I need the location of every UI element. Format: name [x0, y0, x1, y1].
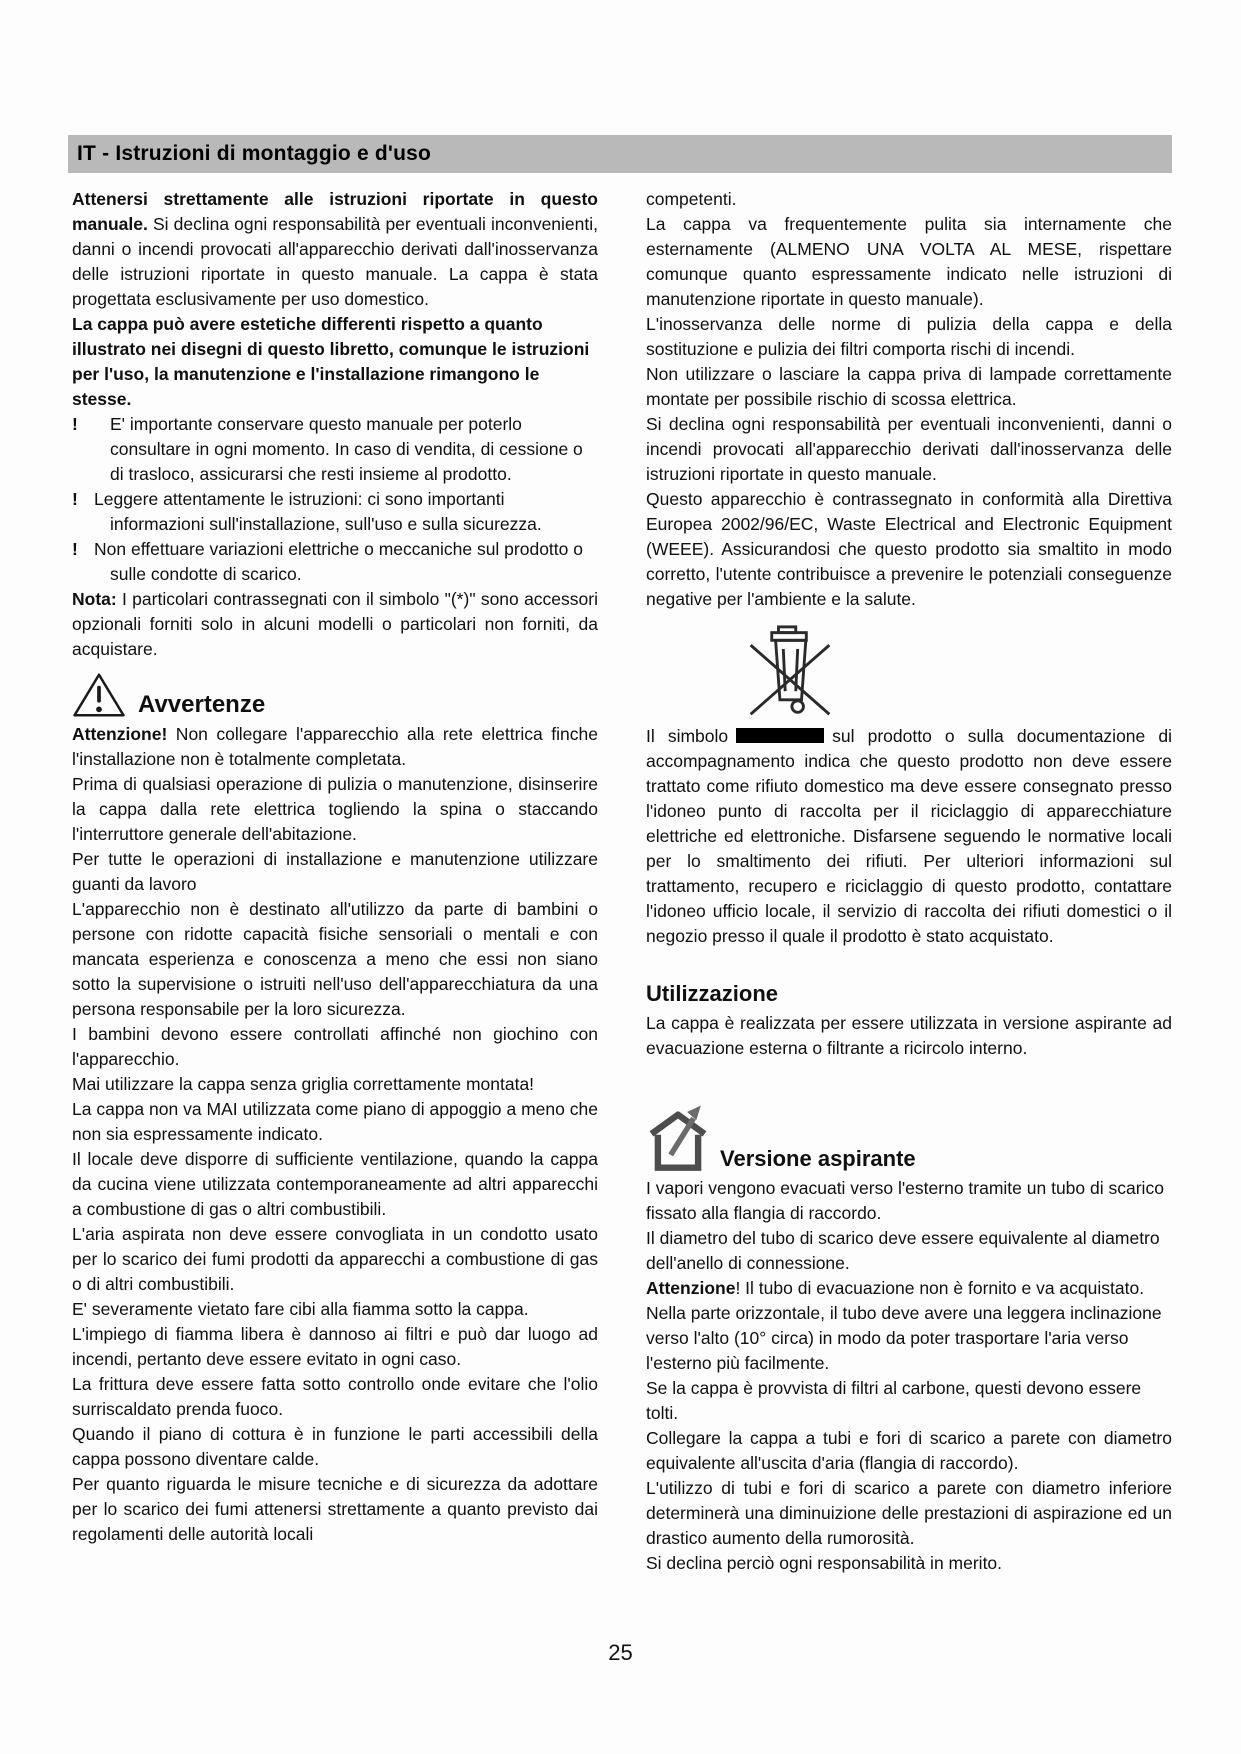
section-header-bar: [68, 135, 1172, 173]
right-column: [646, 187, 1172, 1576]
bullet-item: [72, 537, 598, 587]
bullet-text: E' importante conservare questo manuale per poterlo consultare in ogni momento. In caso di vendita, di cessione o di trasloco, assicurarsi che resti insieme al prodotto.: [110, 414, 583, 484]
page-title: IT - Istruzioni di montaggio e d'uso: [77, 142, 432, 165]
paragraph-intro: [72, 187, 598, 312]
paragraph: I bambini devono essere controllati affinché non giochino con l'apparecchio.: [72, 1024, 598, 1069]
paragraph-utilizzazione: La cappa è realizzata per essere utilizzata in versione aspirante ad evacuazione esterna o filtrante a ricircolo interno.: [646, 1013, 1172, 1058]
black-bar-symbol-icon: [736, 728, 824, 743]
paragraph: Il locale deve disporre di sufficiente ventilazione, quando la cappa da cucina viene utilizzata contemporaneamente ad altri apparecchi a combustione di gas o altri combustibili.: [72, 1149, 598, 1219]
paragraph: Questo apparecchio è contrassegnato in conformità alla Direttiva Europea 2002/96/EC, Waste Electrical and Electronic Equipment (WEEE). Assicurandosi che questo prodotto sia smaltito in modo corretto, l'utente contribuisce a prevenire le potenziali conseguenze negative per l'ambiente e la salute.: [646, 489, 1172, 609]
paragraph: Se la cappa è provvista di filtri al carbone, questi devono essere tolti.: [646, 1378, 1142, 1423]
intro-bold-lead: Attenersi strettamente alle istruzioni riportate in questo manuale.: [72, 189, 598, 234]
paragraph: competenti.: [646, 189, 737, 209]
paragraph: Collegare la cappa a tubi e fori di scarico a parete con diametro equivalente all'uscita d'aria (flangia di raccordo).: [646, 1428, 1172, 1473]
versione-aspirante-heading: Versione aspirante: [720, 1146, 916, 1171]
paragraph: La cappa non va MAI utilizzata come piano di appoggio a meno che non sia espressamente indicato.: [72, 1099, 598, 1144]
bullet-item: [72, 487, 598, 537]
paragraph: L'inosservanza delle norme di pulizia della cappa e della sostituzione e pulizia dei filtri comporta rischi di incendi.: [646, 314, 1172, 359]
paragraph: L'apparecchio non è destinato all'utilizzo da parte di bambini o persone con ridotte capacità fisiche sensoriali o mentali e con mancata esperienza e conoscenza a meno che essi non siano sotto la supervisione o istruiti nell'uso dell'apparecchiatura da una persona responsabile per la loro sicurezza.: [72, 899, 598, 1019]
paragraph-nota: [72, 587, 598, 662]
warning-triangle-icon: [72, 671, 126, 719]
bullet-marker: !: [72, 489, 78, 509]
intro-text: Si declina ogni responsabilità per eventuali inconvenienti, danni o incendi provocati all'apparecchio derivati dall'inosservanza delle istruzioni riportate in questo manuale. La cappa è stata progettata esclusivamente per uso domestico.: [72, 214, 598, 309]
paragraph: [646, 1276, 1172, 1301]
house-exhaust-arrow-icon: [646, 1103, 710, 1173]
paragraph: L'aria aspirata non deve essere convogliata in un condotto usato per lo scarico dei fumi prodotti da apparecchi a combustione di gas o di altri combustibili.: [72, 1224, 598, 1294]
paragraph-text: ! Il tubo di evacuazione non è fornito e va acquistato.: [735, 1278, 1145, 1298]
paragraph: Quando il piano di cottura è in funzione le parti accessibili della cappa possono diventare calde.: [72, 1424, 598, 1469]
paragraph: Per tutte le operazioni di installazione e manutenzione utilizzare guanti da lavoro: [72, 849, 598, 894]
paragraph-aesthetics: La cappa può avere estetiche differenti rispetto a quanto illustrato nei disegni di questo libretto, comunque le istruzioni per l'uso, la manutenzione e l'installazione rimangono le stesse.: [72, 314, 590, 409]
paragraph: La frittura deve essere fatta sotto controllo onde evitare che l'olio surriscaldato prenda fuoco.: [72, 1374, 598, 1419]
paragraph: Il diametro del tubo di scarico deve essere equivalente al diametro dell'anello di connessione.: [646, 1228, 1160, 1273]
paragraph: Per quanto riguarda le misure tecniche e di sicurezza da adottare per lo scarico dei fumi attenersi strettamente a quanto previsto dai regolamenti delle autorità locali: [72, 1474, 598, 1544]
paragraph: Si declina perciò ogni responsabilità in merito.: [646, 1553, 1003, 1573]
page-number: 25: [608, 1640, 633, 1665]
paragraph: I vapori vengono evacuati verso l'esterno tramite un tubo di scarico fissato alla flangia di raccordo.: [646, 1178, 1164, 1223]
paragraph: [72, 722, 598, 772]
paragraph: Prima di qualsiasi operazione di pulizia o manutenzione, disinserire la cappa dalla rete elettrica togliendo la spina o staccando l'interruttore generale dell'abitazione.: [72, 774, 598, 844]
bullet-item: [72, 412, 598, 487]
bullet-text: Non effettuare variazioni elettriche o meccaniche sul prodotto o sulle condotte di scarico.: [94, 539, 583, 584]
attention-bold-lead: Attenzione!: [72, 724, 168, 744]
paragraph: Non utilizzare o lasciare la cappa priva di lampade correttamente montate per possibile rischio di scossa elettrica.: [646, 364, 1172, 409]
attention-bold-lead: Attenzione: [646, 1278, 736, 1298]
paragraph: E' severamente vietato fare cibi alla fiamma sotto la cappa.: [72, 1299, 529, 1319]
paragraph-symbol: [646, 724, 1172, 949]
nota-bold-lead: Nota:: [72, 589, 117, 609]
weee-icon-block: [746, 624, 1172, 720]
weee-crossed-bin-icon: [746, 624, 834, 720]
symbol-text-before: Il simbolo: [646, 726, 729, 746]
paragraph-text: Non collegare l'apparecchio alla rete elettrica finche l'installazione non è totalmente completata.: [72, 724, 598, 769]
warnings-heading: Avvertenze: [138, 691, 266, 718]
paragraph: La cappa va frequentemente pulita sia internamente che esternamente (ALMENO UNA VOLTA AL MESE, rispettare comunque quanto espressamente indicato nelle istruzioni di manutenzione riportate in questo manuale).: [646, 214, 1172, 309]
nota-text: I particolari contrassegnati con il simbolo "(*)" sono accessori opzionali forniti solo in alcuni modelli o particolari non forniti, da acquistare.: [72, 589, 598, 659]
paragraph: Si declina ogni responsabilità per eventuali inconvenienti, danni o incendi provocati all'apparecchio derivati dall'inosservanza delle istruzioni riportate in questo manuale.: [646, 414, 1172, 484]
paragraph: L'impiego di fiamma libera è dannoso ai filtri e può dar luogo ad incendi, pertanto deve essere evitato in ogni caso.: [72, 1324, 598, 1369]
utilizzazione-heading: Utilizzazione: [646, 981, 779, 1006]
bullet-marker: !: [72, 414, 78, 434]
paragraph: L'utilizzo di tubi e fori di scarico a parete con diametro inferiore determinerà una diminuizione delle prestazioni di aspirazione ed un drastico aumento della rumorosità.: [646, 1478, 1172, 1548]
left-column: [72, 187, 598, 1547]
paragraph: Nella parte orizzontale, il tubo deve avere una leggera inclinazione verso l'alto (10° circa) in modo da poter trasportare l'aria verso l'esterno più facilmente.: [646, 1303, 1162, 1373]
symbol-text-after: sul prodotto o sulla documentazione di accompagnamento indica che questo prodotto non deve essere trattato come rifiuto domestico ma deve essere consegnato presso l'idoneo punto di raccolta per il riciclaggio di apparecchiature elettriche ed elettroniche. Disfarsene seguendo le normative locali per lo smaltimento dei rifiuti. Per ulteriori informazioni sul trattamento, recupero e riciclaggio di questo prodotto, contattare l'idoneo ufficio locale, il servizio di raccolta dei rifiuti domestici o il negozio presso il quale il prodotto è stato acquistato.: [646, 726, 1172, 946]
bullet-marker: !: [72, 539, 78, 559]
paragraph: Mai utilizzare la cappa senza griglia correttamente montata!: [72, 1074, 535, 1094]
bullet-text: Leggere attentamente le istruzioni: ci sono importanti informazioni sull'installazione, sull'uso e sulla sicurezza.: [94, 489, 542, 534]
versione-aspirante-heading-row: [646, 1103, 1172, 1173]
warnings-heading-row: [72, 671, 598, 719]
